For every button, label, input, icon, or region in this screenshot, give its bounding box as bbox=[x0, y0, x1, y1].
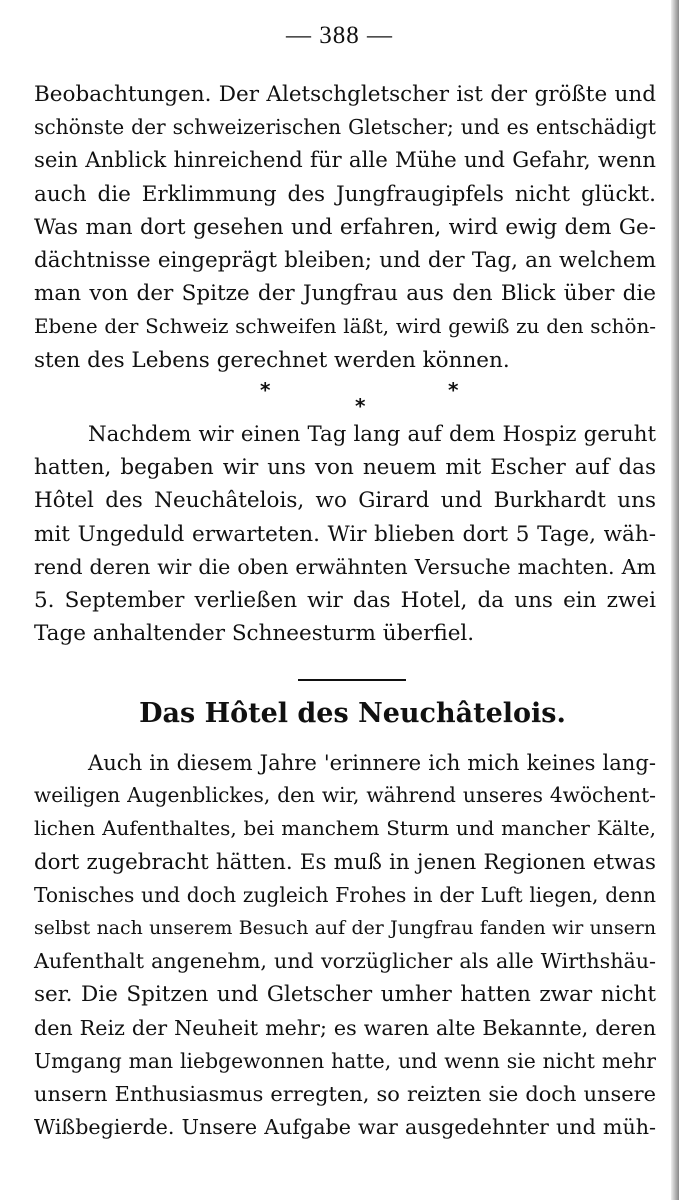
text-line: Beobachtungen. Der Aletschgletscher ist der größte und bbox=[34, 82, 656, 107]
text-line: lichen Aufenthaltes, bei manchem Sturm und mancher Kälte, bbox=[34, 817, 656, 841]
text-line: sten des Lebens gerechnet werden können. bbox=[34, 347, 510, 373]
text-line: unsern Enthusiasmus erregten, so reizten sie doch unsere bbox=[34, 1081, 656, 1106]
text-line: sein Anblick hinreichend für alle Mühe und Gefahr, wenn bbox=[34, 148, 656, 174]
paragraph-aufenthalt bbox=[34, 746, 656, 1144]
text-line: selbst nach unserem Besuch auf der Jungfrau fanden wir unsern bbox=[34, 916, 656, 939]
paragraph-hospiz bbox=[34, 418, 656, 650]
text-line: Wißbegierde. Unsere Aufgabe war ausgedehnter und müh- bbox=[34, 1115, 656, 1140]
text-line: den Reiz der Neuheit mehr; es waren alte Bekannte, deren bbox=[34, 1015, 656, 1040]
text-line: weiligen Augenblickes, den wir, während unseres 4wöchent- bbox=[34, 783, 656, 808]
text-line: man von der Spitze der Jungfrau aus den Blick über die bbox=[34, 281, 656, 307]
text-line: 5. September verließen wir das Hotel, da uns ein zwei bbox=[34, 587, 656, 613]
text-line: schönste der schweizerischen Gletscher; und es entschädigt bbox=[34, 115, 656, 140]
section-separator-asterisks bbox=[250, 378, 480, 418]
asterisk: * bbox=[448, 378, 459, 402]
chapter-heading: Das Hôtel des Neuchâtelois. bbox=[139, 698, 566, 729]
page-number: — 388 — bbox=[286, 22, 393, 49]
text-line: auch die Erklimmung des Jungfraugipfels nicht glückt. bbox=[34, 181, 656, 207]
chapter-divider-rule bbox=[298, 679, 406, 681]
text-line: Auch in diesem Jahre 'erinnere ich mich keines lang- bbox=[88, 750, 656, 775]
text-line: Tonisches und doch zugleich Frohes in der Luft liegen, denn bbox=[34, 882, 656, 907]
text-line: Hôtel des Neuchâtelois, wo Girard und Burkhardt uns bbox=[34, 488, 656, 514]
text-line: Was man dort gesehen und erfahren, wird ewig dem Ge- bbox=[34, 214, 656, 240]
text-line: Ebene der Schweiz schweifen läßt, wird gewiß zu den schön- bbox=[34, 315, 656, 339]
text-line: dort zugebracht hätten. Es muß in jenen Regionen etwas bbox=[34, 849, 656, 875]
text-line: Nachdem wir einen Tag lang auf dem Hospiz geruht bbox=[88, 422, 656, 447]
text-line: Tage anhaltender Schneesturm überfiel. bbox=[34, 621, 475, 647]
text-line: mit Ungeduld erwarteten. Wir blieben dort 5 Tage, wäh- bbox=[34, 521, 656, 547]
page-edge-shadow bbox=[671, 0, 679, 1200]
asterisk: * bbox=[260, 378, 271, 402]
text-line: rend deren wir die oben erwähnten Versuche machten. Am bbox=[34, 554, 656, 579]
text-line: Aufenthalt angenehm, und vorzüglicher als alle Wirthshäu- bbox=[34, 949, 656, 974]
text-line: hatten, begaben wir uns von neuem mit Escher auf das bbox=[34, 455, 656, 481]
asterisk: * bbox=[355, 394, 366, 418]
text-line: ser. Die Spitzen und Gletscher umher hatten zwar nicht bbox=[34, 982, 656, 1008]
paragraph-aletschgletscher bbox=[34, 78, 656, 377]
text-line: Umgang man liebgewonnen hatte, und wenn sie nicht mehr bbox=[34, 1048, 656, 1073]
text-line: dächtnisse eingeprägt bleiben; und der Tag, an welchem bbox=[34, 247, 656, 273]
